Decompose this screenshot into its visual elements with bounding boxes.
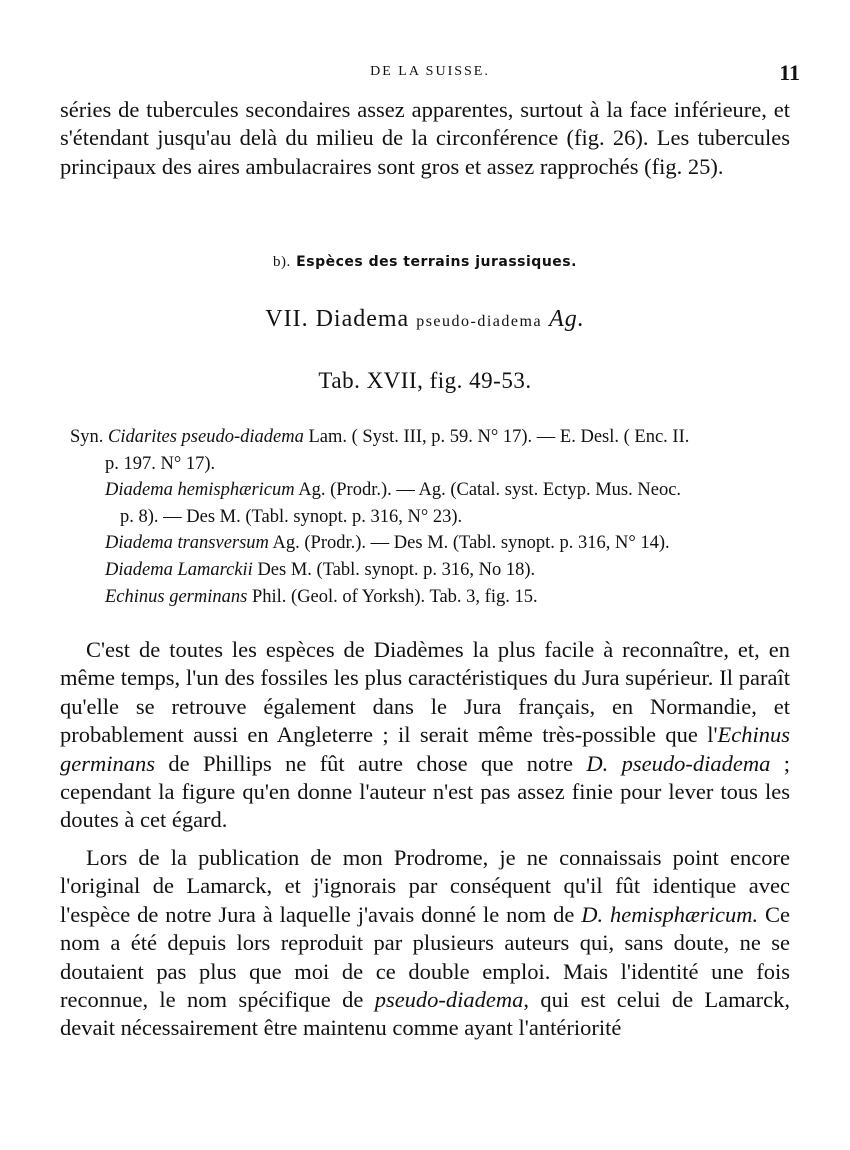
synonym-reference: Ag. (Prodr.). — Ag. (Catal. syst. Ectyp. Mus. Neoc. bbox=[298, 480, 682, 501]
italic-run: Echinus germinans bbox=[60, 722, 790, 776]
synonym-name: Diadema hemisphæricum bbox=[105, 480, 295, 501]
italic-run: D. hemisphæricum. bbox=[581, 901, 759, 927]
running-head: DE LA SUISSE. bbox=[370, 64, 490, 79]
section-heading bbox=[0, 254, 850, 271]
species-genus: Diadema bbox=[315, 306, 410, 332]
synonymy-lead: Syn. bbox=[70, 427, 104, 447]
synonym-entry bbox=[70, 557, 800, 584]
synonym-entry bbox=[70, 584, 800, 611]
italic-run: pseudo-diadema bbox=[374, 987, 524, 1013]
synonym-name: Echinus germinans bbox=[105, 586, 248, 607]
text-run: , qui est celui de Lamarck, devait nécessairement être maintenu comme ayant l'antériorité bbox=[60, 987, 790, 1041]
text-run: Ce nom a été depuis lors reproduit par plusieurs auteurs qui, sans doute, ne se doutaient pas plus que moi de ce double emploi. Mais l'identité une fois reconnue, le nom spécifique de bbox=[60, 901, 790, 1013]
synonym-entry bbox=[70, 530, 800, 557]
body-paragraph bbox=[60, 844, 790, 1043]
text-run: C'est de toutes les espèces de Diadèmes la plus facile à reconnaître, et, en même temps, l'un des fossiles les plus caractéristiques du Jura supérieur. Il paraît qu'elle se retrouve également dans le Jura français, en Normandie, et probablement aussi en Angleterre ; il serait même très-possible que l' bbox=[60, 637, 790, 748]
continued-paragraph bbox=[60, 96, 790, 181]
species-number: VII. bbox=[265, 306, 309, 332]
paragraph-text bbox=[60, 844, 790, 1043]
synonym-name: Diadema Lamarckii bbox=[105, 559, 253, 580]
synonym-entry-continued bbox=[70, 451, 800, 478]
paragraph-text bbox=[60, 636, 790, 835]
synonym-reference: Ag. (Prodr.). — Des M. (Tabl. synopt. p. 316, N° 14). bbox=[272, 533, 670, 554]
text-run: de Phillips ne fût autre chose que notre bbox=[155, 750, 587, 776]
synonym-reference: Phil. (Geol. of Yorksh). Tab. 3, fig. 15. bbox=[251, 586, 538, 607]
text-run: Lors de la publication de mon Prodrome, je ne connaissais point encore l'original de Lamarck, et j'ignorais par conséquent qu'il fût identique avec l'espèce de notre Jura à laquelle j'avais donné le nom de bbox=[60, 845, 790, 927]
synonym-entry-continued bbox=[70, 504, 800, 531]
synonym-name: Cidarites pseudo-diadema bbox=[108, 427, 304, 447]
body-paragraph bbox=[60, 636, 790, 835]
synonym-entry bbox=[70, 424, 800, 451]
species-heading bbox=[0, 306, 850, 333]
synonymy-list bbox=[70, 424, 800, 610]
italic-run: D. pseudo-diadema bbox=[586, 750, 771, 776]
synonym-reference: Lam. ( Syst. III, p. 59. N° 17). — E. Desl. ( Enc. II. bbox=[308, 427, 690, 447]
section-label: b). bbox=[273, 254, 291, 270]
synonym-reference: Des M. (Tabl. synopt. p. 316, No 18). bbox=[257, 559, 536, 580]
species-epithet: pseudo-diadema bbox=[416, 313, 543, 330]
species-author: Ag. bbox=[549, 306, 585, 332]
section-title: Espèces des terrains jurassiques. bbox=[296, 254, 577, 270]
paragraph-text: séries de tubercules secondaires assez apparentes, surtout à la face inférieure, et s'étendant jusqu'au delà du milieu de la circonférence (fig. 26). Les tubercules principaux des aires ambulacraires sont gros et assez rapprochés (fig. 25). bbox=[60, 97, 790, 179]
synonym-entry bbox=[70, 477, 800, 504]
text-run: ; cependant la figure qu'en donne l'auteur n'est pas assez finie pour lever tous les doutes à cet égard. bbox=[60, 750, 790, 833]
synonym-reference: p. 197. N° 17). bbox=[105, 453, 216, 474]
page-header bbox=[60, 60, 800, 88]
synonym-reference: p. 8). — Des M. (Tabl. synopt. p. 316, N° 23). bbox=[120, 506, 463, 527]
plate-reference: Tab. XVII, fig. 49-53. bbox=[318, 368, 532, 393]
synonym-name: Diadema transversum bbox=[105, 533, 269, 554]
page-number: 11 bbox=[779, 60, 800, 85]
